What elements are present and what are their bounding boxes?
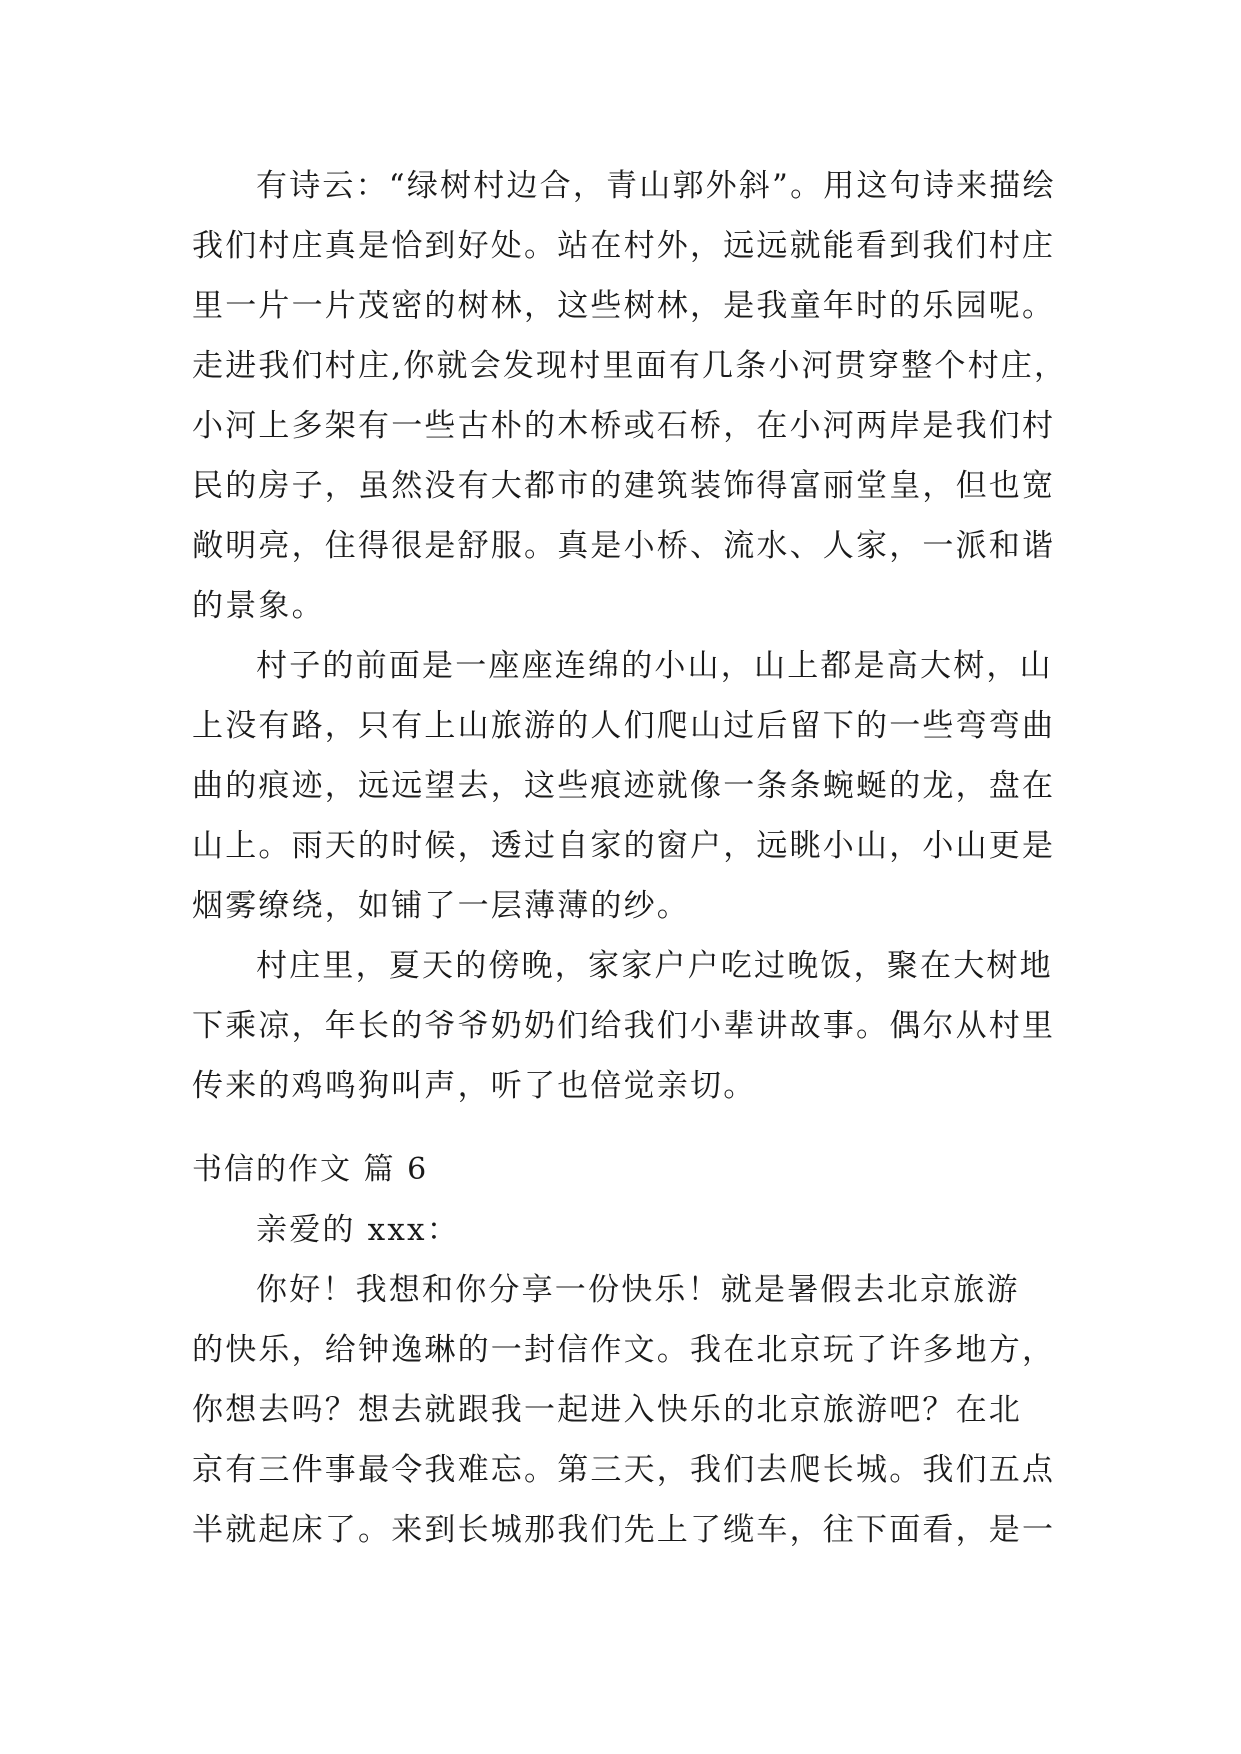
text-line: 上没有路，只有上山旅游的人们爬山过后留下的一些弯弯曲 (192, 708, 1056, 744)
text-line: 京有三件事最令我难忘。第三天，我们去爬长城。我们五点 (192, 1452, 1056, 1488)
essay-section-village (192, 156, 1072, 1116)
text-line: 有诗云：“绿树村边合，青山郭外斜”。用这句诗来描绘 (256, 168, 1056, 204)
text-line: 里一片一片茂密的树林，这些树林，是我童年时的乐园呢。 (192, 288, 1056, 324)
text-line: 走进我们村庄,你就会发现村里面有几条小河贯穿整个村庄， (192, 348, 1068, 384)
text-line: 曲的痕迹，远远望去，这些痕迹就像一条条蜿蜒的龙，盘在 (192, 768, 1056, 804)
text-line: 亲爱的 xxx： (256, 1212, 460, 1248)
text-line: 民的房子，虽然没有大都市的建筑装饰得富丽堂皇，但也宽 (192, 468, 1056, 504)
text-line: 村庄里，夏天的傍晚，家家户户吃过晚饭，聚在大树地 (256, 948, 1053, 984)
section-heading: 书信的作文 篇 6 (192, 1152, 429, 1187)
text-line: 下乘凉，年长的爷爷奶奶们给我们小辈讲故事。偶尔从村里 (192, 1008, 1056, 1044)
text-line: 小河上多架有一些古朴的木桥或石桥，在小河两岸是我们村 (192, 408, 1056, 444)
text-line: 传来的鸡鸣狗叫声，听了也倍觉亲切。 (192, 1068, 757, 1104)
text-line: 村子的前面是一座座连绵的小山，山上都是高大树，山 (256, 648, 1053, 684)
text-line: 的快乐，给钟逸琳的一封信作文。我在北京玩了许多地方， (192, 1332, 1056, 1368)
text-line: 半就起床了。来到长城那我们先上了缆车，往下面看，是一 (192, 1512, 1056, 1548)
text-line: 我们村庄真是恰到好处。站在村外，远远就能看到我们村庄 (192, 228, 1056, 264)
text-line: 你想去吗？想去就跟我一起进入快乐的北京旅游吧？在北 (192, 1392, 1022, 1428)
essay-section-letter (192, 1140, 1072, 1560)
text-line: 烟雾缭绕，如铺了一层薄薄的纱。 (192, 888, 690, 924)
text-line: 的景象。 (192, 588, 325, 624)
text-line: 你好！我想和你分享一份快乐！就是暑假去北京旅游 (256, 1272, 1020, 1308)
text-line: 山上。雨天的时候，透过自家的窗户，远眺小山，小山更是 (192, 828, 1056, 864)
text-line: 敞明亮，住得很是舒服。真是小桥、流水、人家，一派和谐 (192, 528, 1056, 564)
